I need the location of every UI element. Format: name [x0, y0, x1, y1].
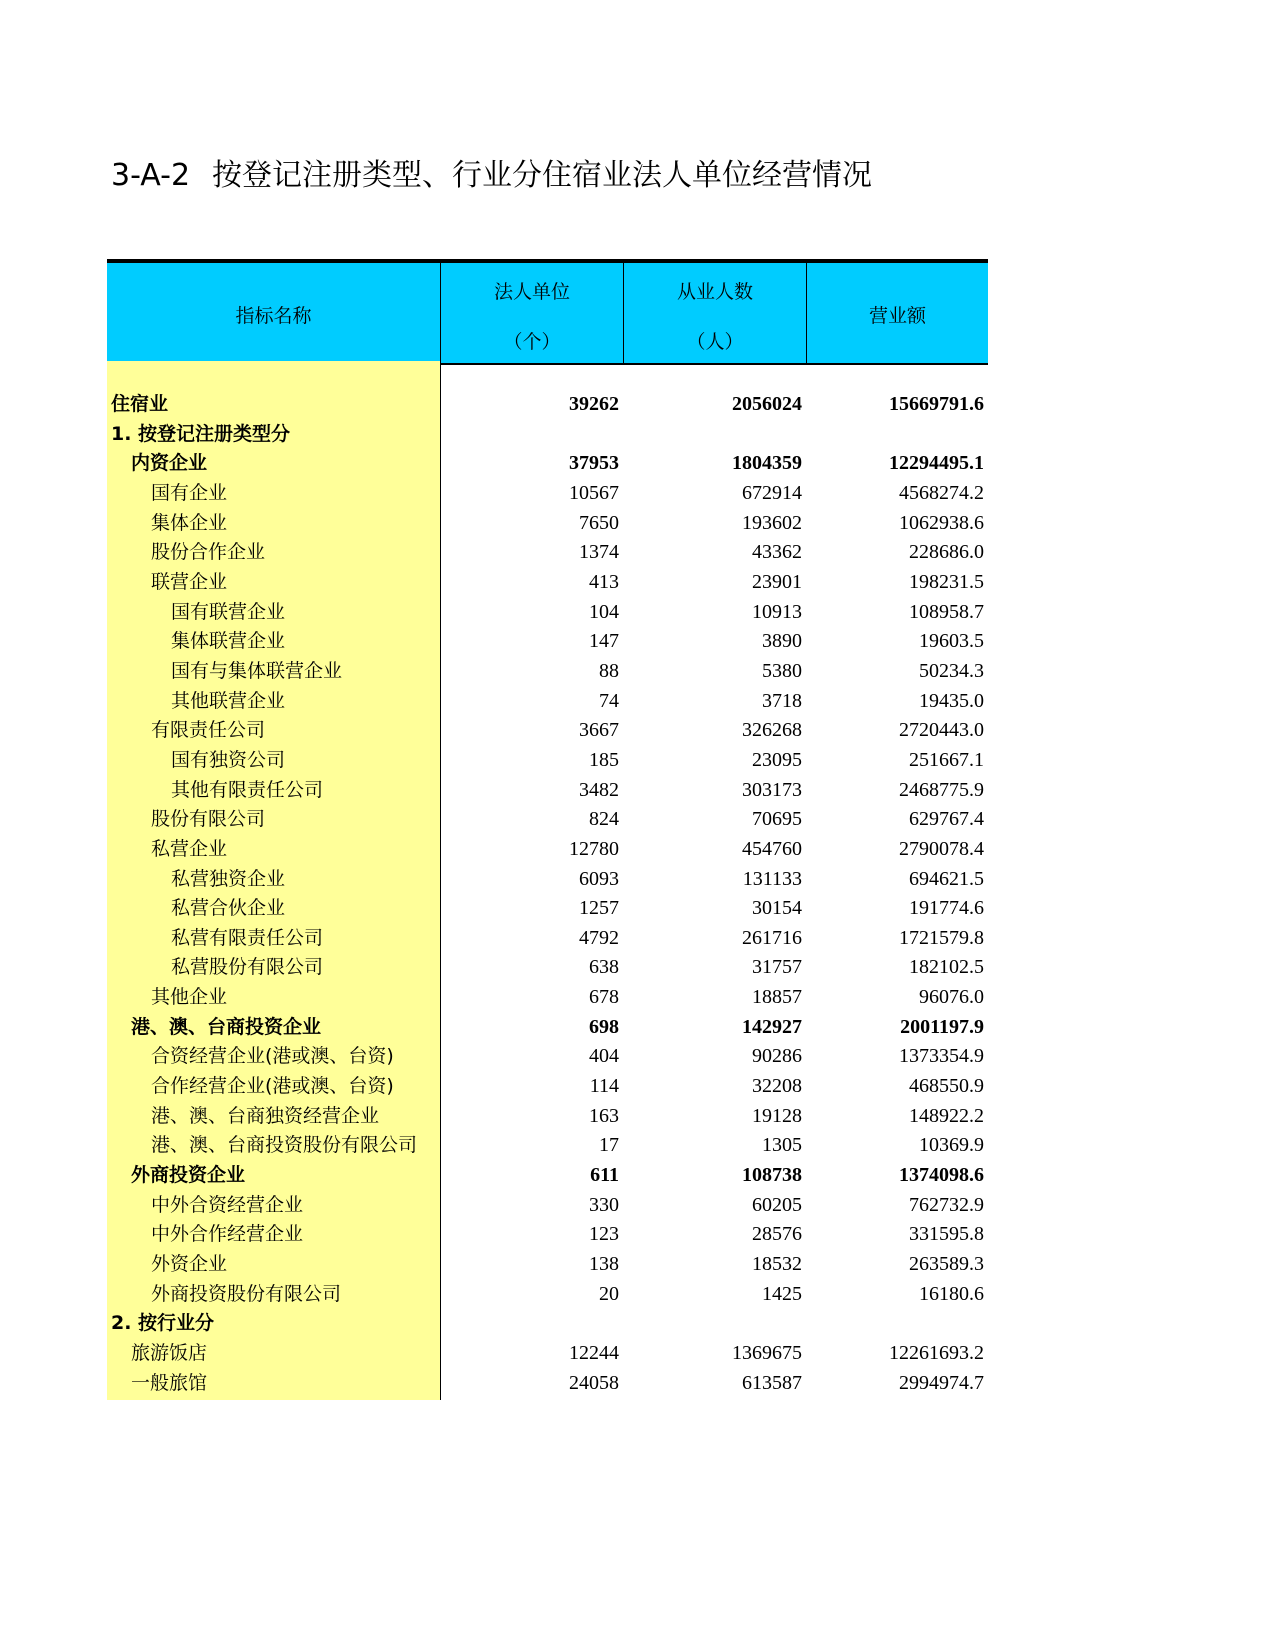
cell-employees: 31757 [752, 956, 802, 979]
row-name: 其他联营企业 [171, 689, 286, 712]
table-row [107, 538, 988, 568]
row-name: 住宿业 [111, 393, 169, 415]
cell-employees: 303173 [742, 778, 802, 801]
table-code: 3-A-2 [111, 158, 191, 193]
cell-revenue: 96076.0 [919, 986, 984, 1009]
cell-employees: 3718 [762, 689, 802, 712]
cell-units: 17 [599, 1134, 619, 1157]
row-name: 私营独资企业 [171, 867, 286, 890]
table-row [107, 1250, 988, 1280]
cell-employees: 326268 [742, 719, 802, 742]
cell-revenue: 16180.6 [919, 1282, 984, 1305]
cell-units: 74 [599, 689, 619, 712]
cell-units: 37953 [569, 452, 619, 475]
row-name: 有限责任公司 [151, 719, 266, 742]
row-name: 私营企业 [151, 837, 228, 860]
table-body [107, 390, 988, 1398]
cell-revenue: 4568274.2 [899, 481, 984, 504]
row-name: 国有与集体联营企业 [171, 659, 343, 682]
cell-units: 638 [589, 956, 619, 979]
table-row [107, 924, 988, 954]
cell-revenue: 1373354.9 [899, 1045, 984, 1068]
cell-employees: 70695 [752, 808, 802, 831]
header-employees [623, 263, 806, 363]
cell-revenue: 762732.9 [909, 1193, 984, 1216]
cell-employees: 1305 [762, 1134, 802, 1157]
cell-revenue: 191774.6 [909, 897, 984, 920]
row-name: 集体联营企业 [171, 630, 286, 653]
cell-employees: 10913 [752, 600, 802, 623]
cell-units: 824 [589, 808, 619, 831]
row-name: 外商投资股份有限公司 [151, 1282, 342, 1305]
table-row [107, 1131, 988, 1161]
table-row [107, 627, 988, 657]
table-row [107, 598, 988, 628]
row-name: 合作经营企业(港或澳、台资) [151, 1075, 394, 1098]
cell-employees: 43362 [752, 541, 802, 564]
cell-revenue: 15669791.6 [889, 393, 984, 415]
cell-revenue: 2001197.9 [900, 1015, 984, 1038]
cell-employees: 19128 [752, 1104, 802, 1127]
page-title [111, 150, 872, 194]
cell-revenue: 1721579.8 [899, 926, 984, 949]
cell-employees: 1804359 [732, 452, 802, 475]
row-name: 私营股份有限公司 [171, 956, 324, 979]
cell-units: 6093 [579, 867, 619, 890]
cell-employees: 454760 [742, 837, 802, 860]
table-header [107, 259, 988, 365]
table-title: 按登记注册类型、行业分住宿业法人单位经营情况 [212, 158, 873, 193]
cell-employees: 90286 [752, 1045, 802, 1068]
row-name: 港、澳、台商投资股份有限公司 [151, 1134, 418, 1157]
cell-units: 114 [589, 1075, 619, 1098]
cell-revenue: 2994974.7 [899, 1371, 984, 1394]
cell-revenue: 148922.2 [909, 1104, 984, 1127]
header-label: 法人单位 [493, 281, 570, 303]
cell-employees: 18857 [752, 986, 802, 1009]
cell-units: 4792 [579, 926, 619, 949]
cell-units: 404 [589, 1045, 619, 1068]
cell-units: 104 [589, 600, 619, 623]
table-row [107, 983, 988, 1013]
cell-revenue: 2720443.0 [899, 719, 984, 742]
cell-employees: 142927 [742, 1015, 802, 1038]
cell-revenue: 10369.9 [919, 1134, 984, 1157]
cell-units: 12780 [569, 837, 619, 860]
table-row [107, 1042, 988, 1072]
cell-employees: 2056024 [732, 393, 802, 415]
cell-employees: 613587 [742, 1371, 802, 1394]
row-name: 联营企业 [151, 570, 228, 593]
cell-employees: 18532 [752, 1253, 802, 1276]
table-row [107, 1161, 988, 1191]
cell-units: 39262 [569, 393, 619, 415]
cell-revenue: 12294495.1 [889, 452, 984, 475]
table-row [107, 657, 988, 687]
cell-units: 698 [589, 1015, 619, 1038]
row-name: 一般旅馆 [131, 1371, 208, 1394]
cell-units: 3667 [579, 719, 619, 742]
row-name: 私营有限责任公司 [171, 926, 324, 949]
cell-revenue: 50234.3 [919, 659, 984, 682]
header-label: 从业人数 [676, 281, 753, 303]
cell-revenue: 468550.9 [909, 1075, 984, 1098]
cell-units: 24058 [569, 1371, 619, 1394]
cell-employees: 60205 [752, 1193, 802, 1216]
table-row [107, 390, 988, 420]
cell-units: 678 [589, 986, 619, 1009]
row-name: 国有独资公司 [171, 748, 286, 771]
row-name: 外资企业 [151, 1253, 228, 1276]
header-unit: （个） [503, 331, 561, 353]
row-name: 旅游饭店 [131, 1342, 208, 1364]
cell-employees: 131133 [742, 867, 802, 890]
cell-revenue: 19435.0 [919, 689, 984, 712]
row-name: 其他企业 [151, 986, 228, 1009]
cell-revenue: 108958.7 [909, 600, 984, 623]
table-row [107, 1280, 988, 1310]
row-name: 1. 按登记注册类型分 [111, 422, 291, 445]
cell-employees: 32208 [752, 1075, 802, 1098]
row-name: 其他有限责任公司 [171, 778, 324, 801]
row-name: 国有企业 [151, 481, 228, 504]
table-row [107, 1369, 988, 1399]
cell-revenue: 694621.5 [909, 867, 984, 890]
cell-revenue: 228686.0 [909, 541, 984, 564]
cell-units: 138 [589, 1253, 619, 1276]
cell-revenue: 2790078.4 [899, 837, 984, 860]
cell-units: 163 [589, 1104, 619, 1127]
row-name: 国有联营企业 [171, 600, 286, 623]
cell-units: 611 [590, 1164, 619, 1187]
table-row [107, 1013, 988, 1043]
cell-employees: 108738 [742, 1164, 802, 1187]
cell-employees: 5380 [762, 659, 802, 682]
table-row [107, 568, 988, 598]
header-indicator-name [107, 263, 440, 363]
table-row [107, 449, 988, 479]
table-row [107, 835, 988, 865]
header-units [440, 263, 623, 363]
table-row [107, 746, 988, 776]
cell-revenue: 263589.3 [909, 1253, 984, 1276]
row-name: 港、澳、台商投资企业 [131, 1015, 322, 1038]
cell-revenue: 251667.1 [909, 748, 984, 771]
cell-revenue: 198231.5 [909, 570, 984, 593]
row-name: 内资企业 [131, 452, 208, 475]
cell-units: 12244 [569, 1342, 619, 1364]
cell-employees: 23095 [752, 748, 802, 771]
row-name: 股份有限公司 [151, 808, 266, 831]
table-row [107, 1339, 988, 1369]
cell-revenue: 629767.4 [909, 808, 984, 831]
table-row [107, 687, 988, 717]
row-name: 2. 按行业分 [111, 1312, 215, 1335]
cell-revenue: 331595.8 [909, 1223, 984, 1246]
cell-employees: 30154 [752, 897, 802, 920]
row-name: 集体企业 [151, 511, 228, 534]
table-row [107, 1191, 988, 1221]
cell-units: 123 [589, 1223, 619, 1246]
cell-units: 330 [589, 1193, 619, 1216]
table-row [107, 509, 988, 539]
row-name: 中外合作经营企业 [151, 1223, 304, 1246]
cell-revenue: 1062938.6 [899, 511, 984, 534]
header-unit: （人） [686, 331, 744, 353]
table-row [107, 865, 988, 895]
cell-units: 147 [589, 630, 619, 653]
cell-units: 7650 [579, 511, 619, 534]
cell-employees: 672914 [742, 481, 802, 504]
header-label: 指标名称 [235, 305, 312, 327]
cell-employees: 1369675 [732, 1342, 802, 1364]
cell-revenue: 2468775.9 [899, 778, 984, 801]
row-name: 合资经营企业(港或澳、台资) [151, 1045, 394, 1068]
cell-units: 1257 [579, 897, 619, 920]
cell-units: 20 [599, 1282, 619, 1305]
cell-employees: 261716 [742, 926, 802, 949]
cell-units: 413 [589, 570, 619, 593]
cell-revenue: 19603.5 [919, 630, 984, 653]
table-row [107, 1309, 988, 1339]
cell-employees: 1425 [762, 1282, 802, 1305]
cell-units: 185 [589, 748, 619, 771]
cell-revenue: 12261693.2 [889, 1342, 984, 1364]
cell-units: 3482 [579, 778, 619, 801]
table-row [107, 716, 988, 746]
table-row [107, 776, 988, 806]
cell-employees: 23901 [752, 570, 802, 593]
cell-employees: 28576 [752, 1223, 802, 1246]
row-name: 外商投资企业 [131, 1164, 246, 1187]
header-label: 营业额 [868, 305, 926, 327]
table-row [107, 953, 988, 983]
table-row [107, 894, 988, 924]
cell-employees: 193602 [742, 511, 802, 534]
table-row [107, 420, 988, 450]
table-row [107, 1102, 988, 1132]
row-name: 中外合资经营企业 [151, 1193, 304, 1216]
cell-revenue: 1374098.6 [899, 1164, 984, 1187]
cell-units: 10567 [569, 481, 619, 504]
row-name: 股份合作企业 [151, 541, 266, 564]
row-name: 私营合伙企业 [171, 897, 286, 920]
table-row [107, 805, 988, 835]
table-row [107, 1072, 988, 1102]
cell-units: 1374 [579, 541, 619, 564]
cell-revenue: 182102.5 [909, 956, 984, 979]
table-row [107, 1220, 988, 1250]
cell-units: 88 [599, 659, 619, 682]
row-name: 港、澳、台商独资经营企业 [151, 1104, 380, 1127]
table-row [107, 479, 988, 509]
header-revenue [806, 263, 988, 363]
cell-employees: 3890 [762, 630, 802, 653]
